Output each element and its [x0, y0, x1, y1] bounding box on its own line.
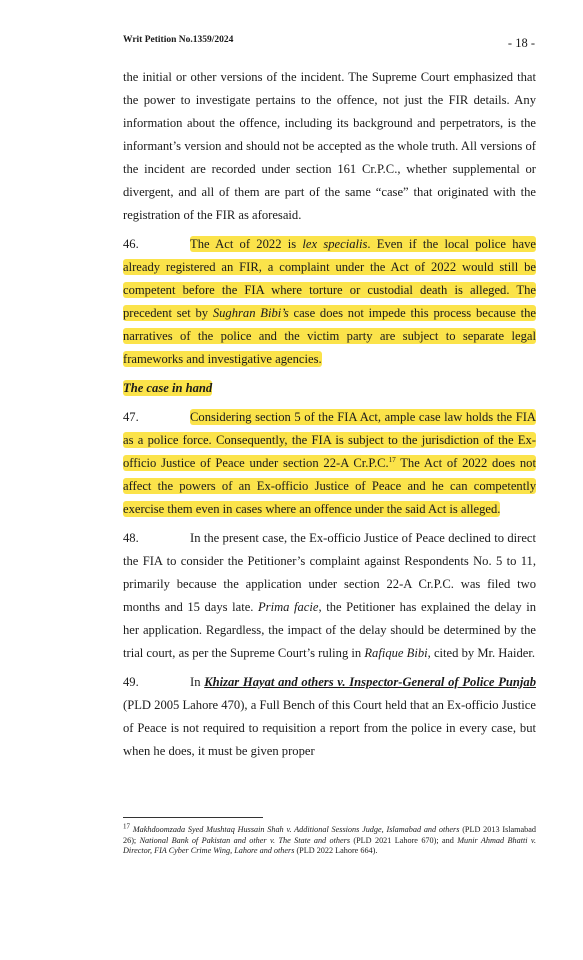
highlighted-text	[123, 236, 536, 367]
paragraph-number: 49.	[123, 675, 139, 689]
footnote-case: National Bank of Pakistan and other v. The State and others	[139, 835, 351, 845]
text-span: case does not impede this process because the narratives of the police and the victim party are subject to separate legal frameworks and investigative agencies.	[123, 306, 536, 366]
footnote-case: Makhdoomzada Syed Mushtaq Hussain Shah v. Additional Sessions Judge, Islamabad and others	[132, 825, 460, 834]
case-number: Writ Petition No.1359/2024	[123, 35, 234, 45]
text-span: . Even if the local police have already registered an FIR, a complaint under the Act of 2022 would still be competent before the FIA where torture or custodial death is alleged. The precedent set by	[123, 237, 536, 320]
text-span: Considering section 5 of the FIA Act, ample case law holds the FIA as a police force. Consequently, the FIA is subject to the jurisdiction of the Ex-officio Justice of Peace under section 22-A Cr.P.C.	[123, 410, 536, 470]
paragraph-number: 46.	[123, 237, 139, 251]
text-span: In	[190, 675, 205, 689]
italic-case-name: Rafique Bibi	[364, 646, 428, 660]
text-span: , the Petitioner has explained the delay in her application. Regardless, the impact of the delay should be determined by the trial court, as per the Supreme Court’s ruling in	[123, 600, 536, 660]
text-span: (PLD 2005 Lahore 470), a Full Bench of this Court held that an Ex-officio Justice of Peace is not required to requisition a report from the police in every case, but when he does, it must be given proper	[123, 698, 536, 758]
footnote-number: 17	[123, 822, 130, 831]
footnote-citation: (PLD 2022 Lahore 664).	[294, 846, 378, 855]
paragraph-number: 47.	[123, 410, 139, 424]
text-span: , cited by Mr. Haider.	[427, 646, 536, 660]
page-number: - 18 -	[507, 36, 535, 50]
paragraph-46	[123, 233, 536, 371]
footnote-citation: (PLD 2013 Islamabad 26);	[123, 825, 537, 845]
footnote-citation: (PLD 2021 Lahore 670); and	[350, 835, 458, 845]
paragraph-47	[123, 406, 536, 521]
italic-term: Prima facie	[257, 600, 319, 614]
italic-case-name: Sughran Bibi’s	[212, 306, 289, 320]
footnote-case: Munir Ahmad Bhatti v. Director, FIA Cyber Crime Wing, Lahore and others	[123, 835, 536, 855]
case-citation: Khizar Hayat and others v. Inspector-General of Police Punjab	[204, 675, 537, 689]
document-body	[123, 66, 536, 769]
footnote-marker: 17	[388, 455, 396, 464]
footnote-17	[123, 822, 537, 857]
text-span: The Act of 2022 is	[190, 237, 303, 251]
italic-term: lex specialis	[302, 237, 368, 251]
section-heading	[123, 377, 536, 400]
heading-text: The case in hand	[123, 381, 213, 395]
footnote-divider	[123, 817, 263, 818]
text-span: In the present case, the Ex-officio Justice of Peace declined to direct the FIA to consider the Petitioner’s complaint against Respondents No. 5 to 11, primarily because the application under section 22-A Cr.P.C. was filed two months and 15 days late.	[123, 531, 536, 614]
text-span: The Act of 2022 does not affect the powers of an Ex-officio Justice of Peace and he can competently exercise them even in cases where an offence under the said Act is alleged.	[123, 456, 536, 516]
paragraph-48	[123, 527, 536, 665]
paragraph-intro: the initial or other versions of the incident. The Supreme Court emphasized that the power to investigate pertains to the offence, not just the FIR details. Any information about the offence, including its background and perpetrators, is the informant’s version and should not be accepted as the whole truth. All versions of the incident are recorded under section 161 Cr.P.C., whether supplemental or divergent, and all of them are part of the same “case” that originated with the registration of the FIR as aforesaid.	[123, 70, 536, 222]
paragraph-number: 48.	[123, 531, 139, 545]
paragraph-49	[123, 671, 536, 763]
